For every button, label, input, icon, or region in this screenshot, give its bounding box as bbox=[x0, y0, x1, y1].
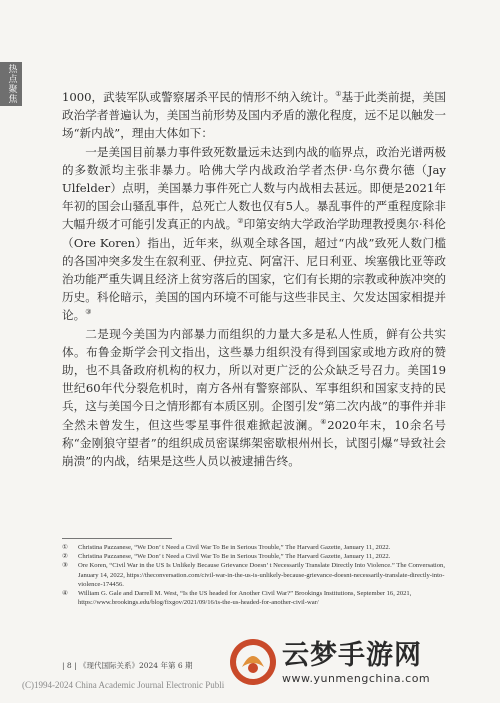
section-tab-label: 热点聚焦 bbox=[6, 64, 17, 104]
footnote-item: ② Christina Pazzanese, “We Don’ t Need a Civil War To Be in Serious Trouble,” The Harvard Gazette, January 11, 2022. bbox=[62, 552, 391, 561]
watermark-title: 云梦手游网 bbox=[282, 639, 422, 671]
footnote-ref-2[interactable]: ② bbox=[237, 217, 244, 226]
watermark-logo-icon bbox=[228, 637, 278, 687]
footnote-ref-1[interactable]: ① bbox=[335, 90, 342, 99]
footnote-divider bbox=[62, 538, 172, 539]
footnote-item: ① Christina Pazzanese, “We Don’ t Need a Civil War To Be in Serious Trouble,” The Harvard Gazette, January 11, 2022. bbox=[62, 543, 391, 551]
section-tab bbox=[0, 62, 22, 106]
footnote-ref-3[interactable]: ③ bbox=[85, 308, 92, 317]
footnote-item: ④ William G. Gale and Darrell M. West, “Is the US headed for Another Civil War?” Brookings Institutions, September 16, 2021, https://www.brookings.edu/blog/fixgov/2021/09/16/is-the-us-headed-for-another-civil-war/ bbox=[62, 589, 412, 607]
paragraph-1: 1000，武装军队或警察屠杀平民的情形不纳入统计。①基于此类前提，美国政治学者普遍认为，美国当前形势及国内矛盾的激化程度，远不足以触发一场“新内战”，理由大体如下： bbox=[62, 90, 446, 141]
copyright-line: (C)1994-2024 China Academic Journal Electronic Publi bbox=[22, 680, 225, 690]
watermark-url[interactable]: www.yunmengchina.com bbox=[282, 671, 431, 685]
article-body bbox=[62, 88, 446, 470]
paragraph-3: 二是现今美国为内部暴力而组织的力量大多是私人性质，鲜有公共实体。布鲁金斯学会刊文指出，这些暴力组织没有得到国家或地方政府的赞助，也不具备政府机构的权力，所以对更广泛的公众缺乏号召力。美国19世纪60年代分裂危机时，南方各州有警察部队、军事组织和国家支持的民兵，这与美国今日之情形都有本质区别。企图引发“第二次内战”的事件并非全然未曾发生，但这些零星事件很难掀起波澜。④2020年末，10余名号称“金刚狼守望者”的组织成员密谋绑架密歇根州州长，试图引爆“导致社会崩溃”的内战，结果是这些人员以被逮捕告终。 bbox=[62, 326, 446, 469]
footnotes bbox=[62, 543, 446, 607]
site-watermark bbox=[228, 633, 478, 691]
footnote-ref-4[interactable]: ④ bbox=[320, 417, 328, 426]
page-footer: | 8 | 《现代国际关系》2024 年第 6 期 bbox=[62, 661, 193, 670]
footnote-item: ③ Ore Koren, “Civil War in the US Is Unlikely Because Grievance Doesn’ t Necessarily Translate Directly Into Violence.” The Conversation, January 14, 2022, https://theconversation.com/civil-war-in-the-us-is-unlikely-because-grievance-doesnt-necessarily-translate-directly-into-violence-174456. bbox=[62, 561, 446, 588]
paragraph-2: 一是美国目前暴力事件致死数量远未达到内战的临界点，政治光谱两极的多数派均主张非暴力。哈佛大学内战政治学者杰伊·乌尔费尔德（Jay Ulfelder）点明，美国暴力事件死亡人数与内战相去甚远。即便是2021年年初的国会山骚乱事件，总死亡人数也仅有5人。暴乱事件的严重程度除非大幅升级才可能引发真正的内战。②印第安纳大学政治学助理教授奥尔·科伦（Ore Koren）指出，近年来，纵观全球各国，超过“内战”致死人数门槛的各国冲突多发生在叙利亚、伊拉克、阿富汗、尼日利亚、埃塞俄比亚等政治功能严重失调且经济上贫穷落后的国家，它们有长期的宗教或种族冲突的历史。科伦暗示，美国的国内环境不可能与这些非民主、欠发达国家相提并论。③ bbox=[62, 144, 446, 323]
